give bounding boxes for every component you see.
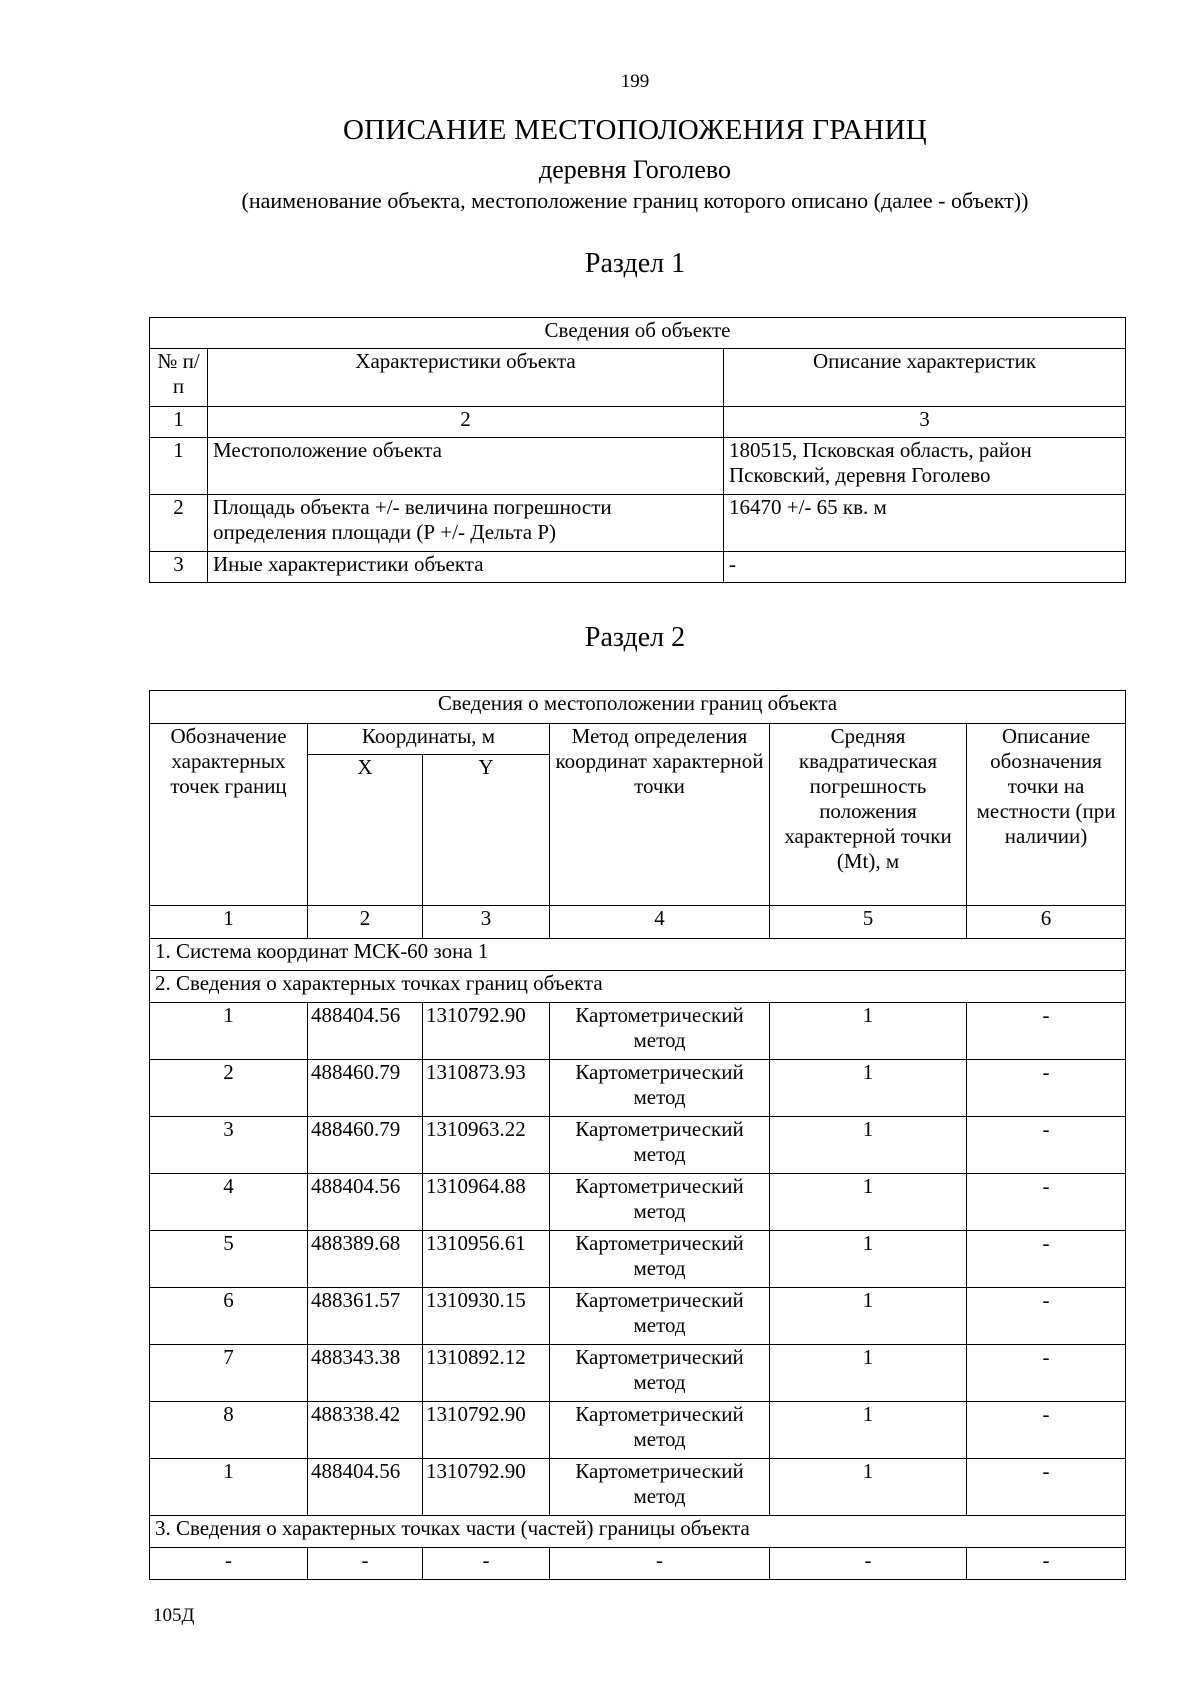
y-coordinate-cell: 1310792.90 bbox=[423, 1003, 550, 1060]
table-row bbox=[150, 1459, 1126, 1516]
empty-cell: - bbox=[550, 1548, 770, 1580]
table-row bbox=[150, 1548, 1126, 1580]
table-row bbox=[150, 438, 1126, 495]
column-number: 6 bbox=[967, 906, 1126, 939]
point-description-cell: - bbox=[967, 1402, 1126, 1459]
section2-title: Раздел 2 bbox=[584, 622, 686, 653]
x-coordinate-cell: 488460.79 bbox=[308, 1060, 423, 1117]
method-cell: Картометрический метод bbox=[550, 1402, 770, 1459]
characteristic-cell: Иные характеристики объекта bbox=[208, 552, 724, 583]
characteristic-cell: Площадь объекта +/- величина погрешности определения площади (Р +/- Дельта Р) bbox=[208, 495, 724, 552]
method-cell: Картометрический метод bbox=[550, 1345, 770, 1402]
point-id-cell: 7 bbox=[150, 1345, 308, 1402]
object-caption: (наименование объекта, местоположение границ которого описано (далее - объект)) bbox=[241, 188, 1029, 213]
mt-cell: 1 bbox=[770, 1003, 967, 1060]
header-y: Y bbox=[423, 755, 550, 906]
x-coordinate-cell: 488343.38 bbox=[308, 1345, 423, 1402]
coordinate-system: 1. Система координат МСК-60 зона 1 bbox=[150, 939, 1126, 971]
point-description-cell: - bbox=[967, 1345, 1126, 1402]
header-method: Метод определения координат характерной точки bbox=[550, 724, 770, 906]
empty-cell: - bbox=[150, 1548, 308, 1580]
mt-cell: 1 bbox=[770, 1459, 967, 1516]
row-number: 2 bbox=[150, 495, 208, 552]
mt-cell: 1 bbox=[770, 1402, 967, 1459]
method-cell: Картометрический метод bbox=[550, 1003, 770, 1060]
footer-code: 105Д bbox=[153, 1605, 195, 1626]
description-cell: 180515, Псковская область, район Псковский, деревня Гоголево bbox=[724, 438, 1126, 495]
point-id-cell: 2 bbox=[150, 1060, 308, 1117]
mt-cell: 1 bbox=[770, 1288, 967, 1345]
point-id-cell: 3 bbox=[150, 1117, 308, 1174]
column-number: 2 bbox=[308, 906, 423, 939]
x-coordinate-cell: 488361.57 bbox=[308, 1288, 423, 1345]
description-cell: 16470 +/- 65 кв. м bbox=[724, 495, 1126, 552]
method-cell: Картометрический метод bbox=[550, 1288, 770, 1345]
table-row bbox=[150, 1003, 1126, 1060]
method-cell: Картометрический метод bbox=[550, 1231, 770, 1288]
y-coordinate-cell: 1310963.22 bbox=[423, 1117, 550, 1174]
header-cell: № п/п bbox=[150, 349, 208, 407]
method-cell: Картометрический метод bbox=[550, 1060, 770, 1117]
empty-cell: - bbox=[423, 1548, 550, 1580]
point-description-cell: - bbox=[967, 1459, 1126, 1516]
column-number: 1 bbox=[150, 407, 208, 438]
table-row bbox=[150, 1345, 1126, 1402]
point-description-cell: - bbox=[967, 1231, 1126, 1288]
x-coordinate-cell: 488404.56 bbox=[308, 1003, 423, 1060]
column-number: 2 bbox=[208, 407, 724, 438]
table-title: Сведения об объекте bbox=[150, 318, 1126, 349]
column-number: 3 bbox=[724, 407, 1126, 438]
point-id-cell: 5 bbox=[150, 1231, 308, 1288]
point-id-cell: 1 bbox=[150, 1459, 308, 1516]
y-coordinate-cell: 1310792.90 bbox=[423, 1459, 550, 1516]
characteristic-cell: Местоположение объекта bbox=[208, 438, 724, 495]
section1-title: Раздел 1 bbox=[584, 248, 686, 279]
y-coordinate-cell: 1310892.12 bbox=[423, 1345, 550, 1402]
y-coordinate-cell: 1310792.90 bbox=[423, 1402, 550, 1459]
x-coordinate-cell: 488404.56 bbox=[308, 1174, 423, 1231]
x-coordinate-cell: 488389.68 bbox=[308, 1231, 423, 1288]
mt-cell: 1 bbox=[770, 1117, 967, 1174]
point-description-cell: - bbox=[967, 1060, 1126, 1117]
header-mt: Средняя квадратическая погрешность положения характерной точки (Mt), м bbox=[770, 724, 967, 906]
page-number: 199 bbox=[620, 71, 650, 92]
header-description: Описание обозначения точки на местности (при наличии) bbox=[967, 724, 1126, 906]
method-cell: Картометрический метод bbox=[550, 1117, 770, 1174]
table-row bbox=[150, 552, 1126, 583]
mt-cell: 1 bbox=[770, 1060, 967, 1117]
parts-heading: 3. Сведения о характерных точках части (частей) границы объекта bbox=[150, 1516, 1126, 1548]
point-description-cell: - bbox=[967, 1117, 1126, 1174]
mt-cell: 1 bbox=[770, 1231, 967, 1288]
mt-cell: 1 bbox=[770, 1345, 967, 1402]
mt-cell: 1 bbox=[770, 1174, 967, 1231]
point-id-cell: 1 bbox=[150, 1003, 308, 1060]
table-row bbox=[150, 1174, 1126, 1231]
table-title: Сведения о местоположении границ объекта bbox=[150, 691, 1126, 724]
header-coords: Координаты, м bbox=[308, 724, 550, 755]
column-number: 4 bbox=[550, 906, 770, 939]
y-coordinate-cell: 1310930.15 bbox=[423, 1288, 550, 1345]
empty-cell: - bbox=[967, 1548, 1126, 1580]
y-coordinate-cell: 1310956.61 bbox=[423, 1231, 550, 1288]
empty-cell: - bbox=[308, 1548, 423, 1580]
table-row bbox=[150, 1060, 1126, 1117]
document-title: ОПИСАНИЕ МЕСТОПОЛОЖЕНИЯ ГРАНИЦ bbox=[342, 114, 928, 146]
method-cell: Картометрический метод bbox=[550, 1459, 770, 1516]
table-row bbox=[150, 1117, 1126, 1174]
x-coordinate-cell: 488460.79 bbox=[308, 1117, 423, 1174]
y-coordinate-cell: 1310964.88 bbox=[423, 1174, 550, 1231]
boundary-points-table bbox=[149, 690, 1126, 1580]
object-info-table bbox=[149, 317, 1126, 583]
table-row bbox=[150, 1231, 1126, 1288]
point-id-cell: 8 bbox=[150, 1402, 308, 1459]
method-cell: Картометрический метод bbox=[550, 1174, 770, 1231]
row-number: 3 bbox=[150, 552, 208, 583]
empty-cell: - bbox=[770, 1548, 967, 1580]
object-name: деревня Гоголево bbox=[539, 155, 731, 184]
description-cell: - bbox=[724, 552, 1126, 583]
y-coordinate-cell: 1310873.93 bbox=[423, 1060, 550, 1117]
column-number: 3 bbox=[423, 906, 550, 939]
x-coordinate-cell: 488404.56 bbox=[308, 1459, 423, 1516]
column-number: 1 bbox=[150, 906, 308, 939]
header-cell: Характеристики объекта bbox=[208, 349, 724, 407]
column-number: 5 bbox=[770, 906, 967, 939]
x-coordinate-cell: 488338.42 bbox=[308, 1402, 423, 1459]
row-number: 1 bbox=[150, 438, 208, 495]
table-row bbox=[150, 495, 1126, 552]
point-description-cell: - bbox=[967, 1174, 1126, 1231]
header-cell: Описание характеристик bbox=[724, 349, 1126, 407]
header-point: Обозначение характерных точек границ bbox=[150, 724, 308, 906]
header-x: X bbox=[308, 755, 423, 906]
point-description-cell: - bbox=[967, 1003, 1126, 1060]
table-row bbox=[150, 1288, 1126, 1345]
point-description-cell: - bbox=[967, 1288, 1126, 1345]
point-id-cell: 6 bbox=[150, 1288, 308, 1345]
table-row bbox=[150, 1402, 1126, 1459]
point-id-cell: 4 bbox=[150, 1174, 308, 1231]
points-heading: 2. Сведения о характерных точках границ объекта bbox=[150, 971, 1126, 1003]
